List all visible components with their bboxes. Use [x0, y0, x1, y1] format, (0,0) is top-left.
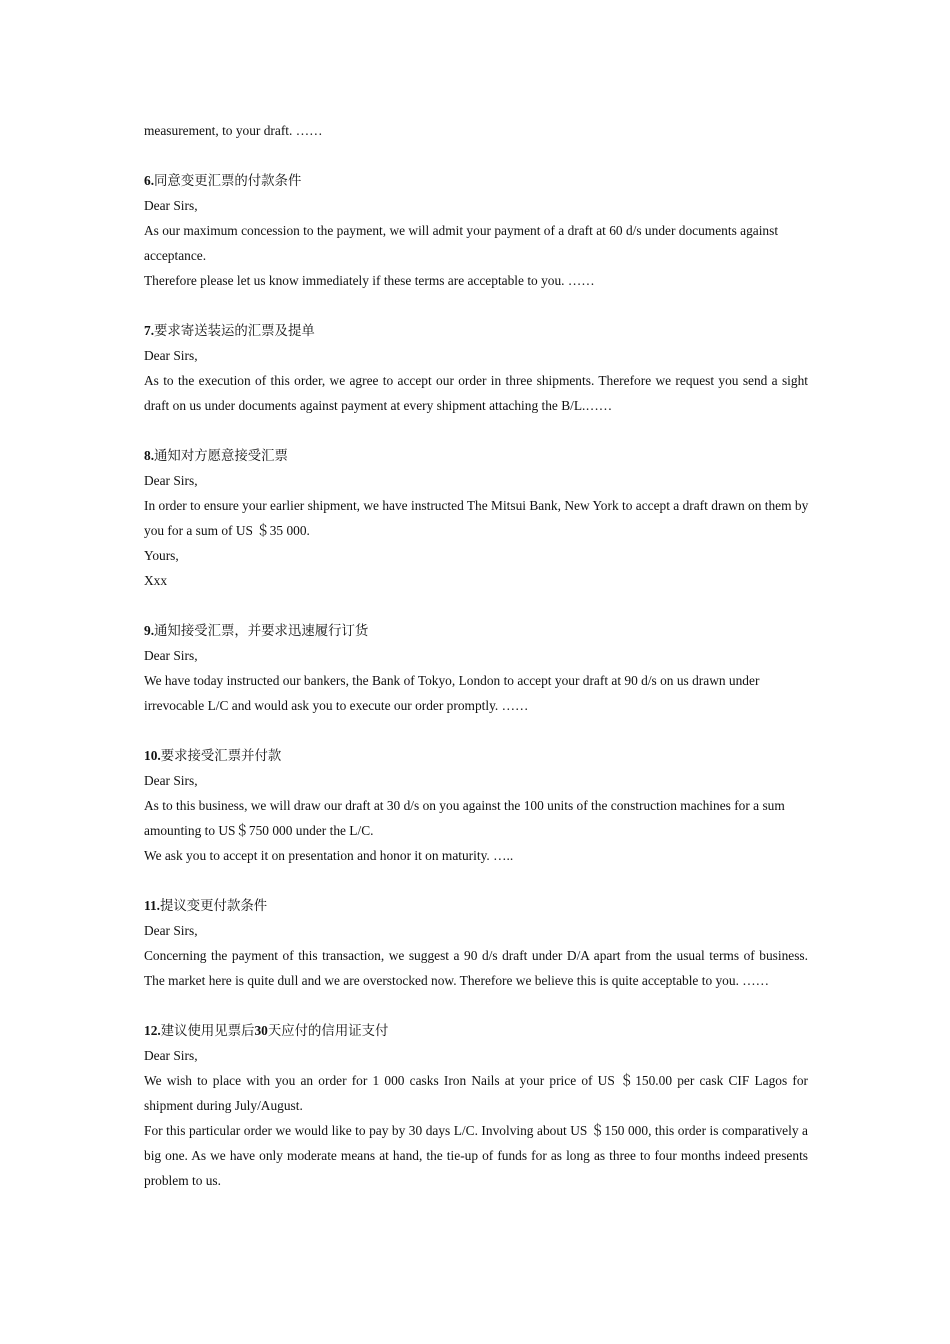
spacer	[144, 993, 816, 1018]
section-number: 6.	[144, 173, 155, 188]
section-title: 要求接受汇票并付款	[160, 748, 282, 763]
paragraph: As to this business, we will draw our draft at 30 d/s on you against the 100 units of the construction machines for a sum amounting to US＄750 000 under the L/C.	[144, 798, 785, 838]
section-heading-10	[144, 743, 816, 768]
paragraph: We ask you to accept it on presentation and honor it on maturity. …..	[144, 848, 514, 863]
section-title-part: 建议使用见票后	[160, 1023, 255, 1038]
greeting: Dear Sirs,	[144, 473, 198, 488]
greeting: Dear Sirs,	[144, 198, 198, 213]
spacer	[144, 593, 816, 618]
section-number: 12.	[144, 1023, 161, 1038]
section-number: 9.	[144, 623, 155, 638]
spacer	[144, 418, 816, 443]
paragraph: For this particular order we would like to pay by 30 days L/C. Involving about US ＄150 000, this order is comparatively a big one. As we have only moderate means at hand, the tie-up of funds for as long as three to four months indeed presents problem to us.	[144, 1123, 808, 1188]
greeting: Dear Sirs,	[144, 923, 198, 938]
document-page	[144, 118, 816, 1193]
section-heading-11	[144, 893, 816, 918]
greeting: Dear Sirs,	[144, 648, 198, 663]
section-number: 7.	[144, 323, 155, 338]
section-heading-9	[144, 618, 816, 643]
spacer	[144, 868, 816, 893]
paragraph: Therefore please let us know immediately if these terms are acceptable to you. ……	[144, 273, 595, 288]
section-heading-7	[144, 318, 816, 343]
paragraph: In order to ensure your earlier shipment, we have instructed The Mitsui Bank, New York to accept a draft drawn on them by you for a sum of US ＄35 000.	[144, 498, 809, 538]
paragraph: Concerning the payment of this transaction, we suggest a 90 d/s draft under D/A apart from the usual terms of business. The market here is quite dull and we are overstocked now. Therefore we believe this is quite acceptable to you. ……	[144, 948, 808, 988]
greeting: Dear Sirs,	[144, 348, 198, 363]
section-title: 通知接受汇票，并要求迅速履行订货	[154, 623, 369, 638]
signature: Xxx	[144, 573, 168, 588]
spacer	[144, 718, 816, 743]
section-title-number: 30	[254, 1023, 268, 1038]
section-title: 通知对方愿意接受汇票	[154, 448, 288, 463]
section-heading-8	[144, 443, 816, 468]
section-title: 要求寄送装运的汇票及提单	[154, 323, 315, 338]
section-heading-12	[144, 1018, 816, 1043]
paragraph: As to the execution of this order, we agree to accept our order in three shipments. Therefore we request you send a sight draft on us under documents against payment at every shipment attaching the B/L.……	[144, 373, 808, 413]
closing: Yours,	[144, 548, 179, 563]
greeting: Dear Sirs,	[144, 1048, 198, 1063]
paragraph: We wish to place with you an order for 1 000 casks Iron Nails at your price of US ＄150.00 per cask CIF Lagos for shipment during July/August.	[144, 1073, 808, 1113]
paragraph: We have today instructed our bankers, the Bank of Tokyo, London to accept your draft at 90 d/s on us drawn under irrevocable L/C and would ask you to execute our order promptly. ……	[144, 673, 760, 713]
spacer	[144, 143, 816, 168]
section-number: 8.	[144, 448, 155, 463]
section-title-part: 天应付的信用证支付	[267, 1023, 389, 1038]
section-title: 提议变更付款条件	[160, 898, 268, 913]
section-number: 11.	[144, 898, 160, 913]
greeting: Dear Sirs,	[144, 773, 198, 788]
intro-text: measurement, to your draft. ……	[144, 123, 323, 138]
section-title: 同意变更汇票的付款条件	[154, 173, 302, 188]
paragraph: As our maximum concession to the payment, we will admit your payment of a draft at 60 d/s under documents against acceptance.	[144, 223, 779, 263]
spacer	[144, 293, 816, 318]
section-number: 10.	[144, 748, 161, 763]
section-heading-6	[144, 168, 816, 193]
